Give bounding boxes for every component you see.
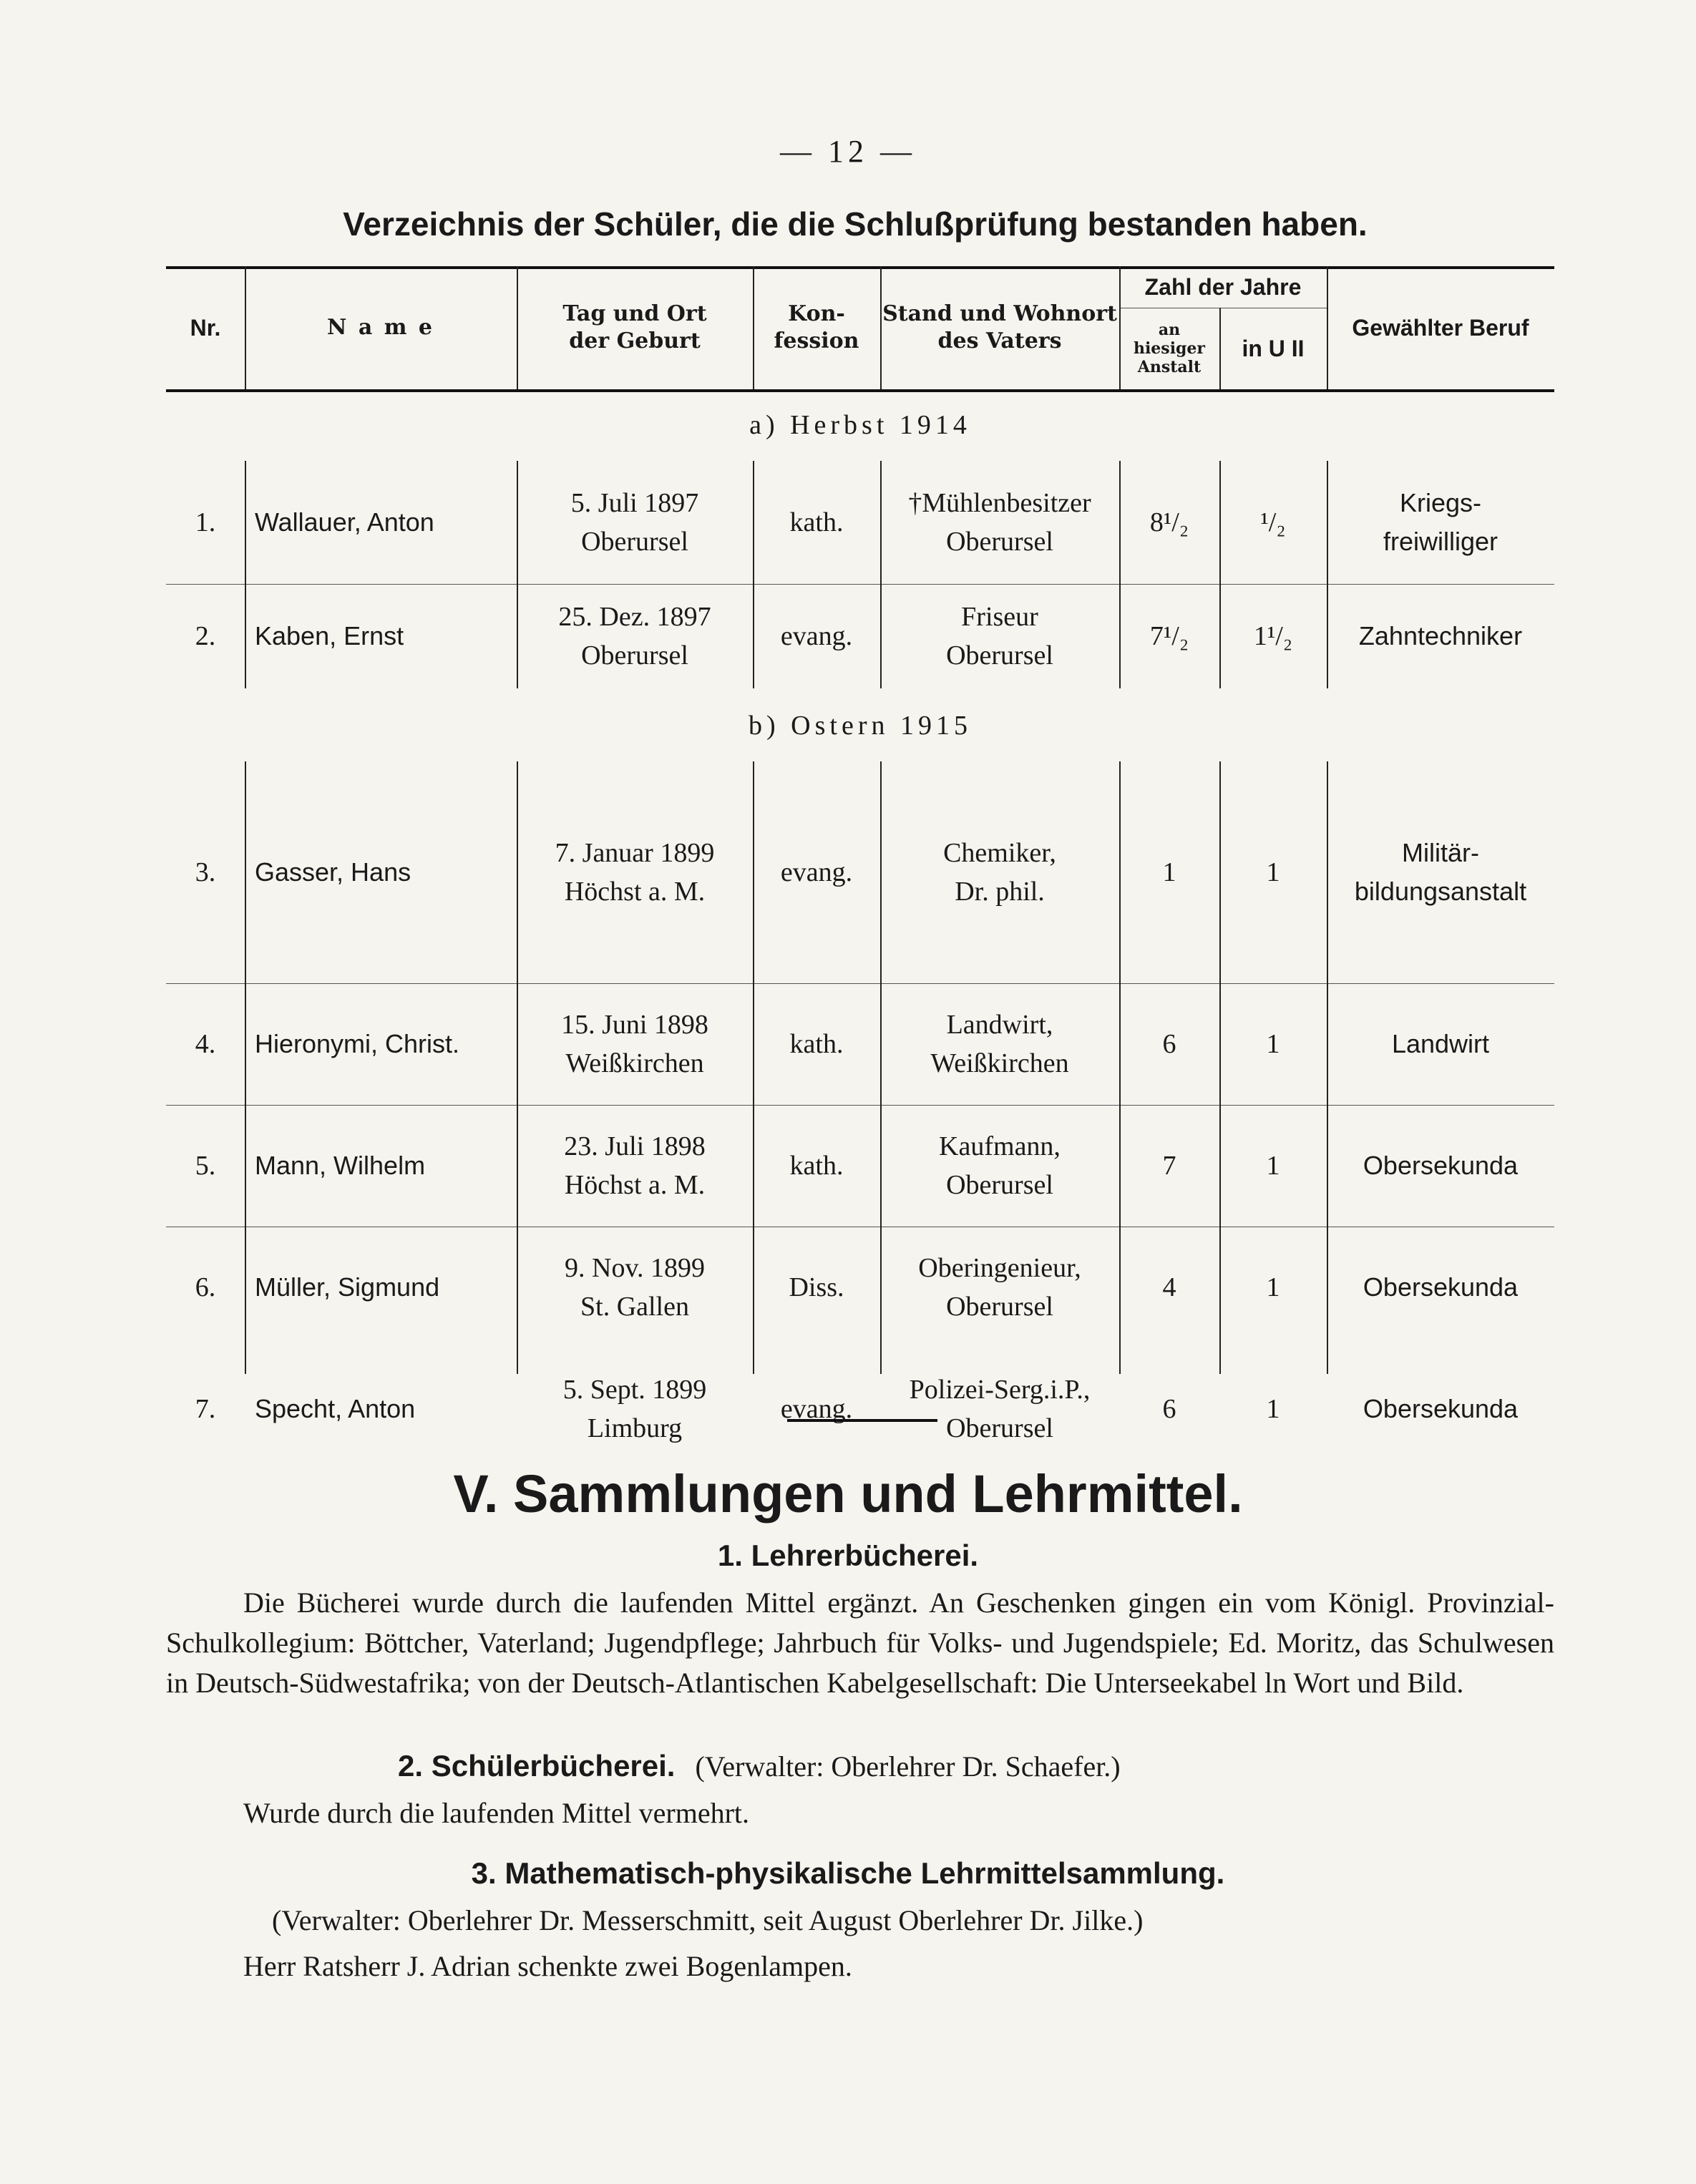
- cell-father-residence: Weißkirchen: [930, 1048, 1069, 1078]
- cell-career: [1327, 983, 1554, 1105]
- cell-father-residence: Oberursel: [946, 527, 1053, 557]
- cell-confession: Diss.: [789, 1272, 844, 1302]
- section-label-autumn-1914: a) Herbst 1914: [749, 410, 971, 440]
- cell-years-school: 7: [1162, 1151, 1176, 1181]
- cell-birth-date: 5. Juli 1897: [570, 488, 699, 518]
- cell-nr: 1.: [195, 507, 216, 537]
- cell-name: Gasser, Hans: [255, 857, 411, 887]
- heading-student-library: 2. Schülerbücherei.: [398, 1749, 676, 1783]
- cell-confession: evang.: [780, 1394, 853, 1424]
- cell-father-occupation: Landwirt,: [946, 1010, 1053, 1040]
- page-number: — 12 —: [780, 134, 916, 169]
- header-years-school: [1119, 308, 1219, 389]
- paragraph-teacher-library: Die Bücherei wurde durch die laufenden Mittel ergänzt. An Geschenken gingen ein vom Königl. Provinzial-Schulkollegium: Böttcher, Vaterland; Jugendpflege; Jahrbuch für Volks- und Jugendspiele; Ed. Moritz, das Schulwesen in Deutsch-Südwestafrika; von der Deutsch-Atlantischen Kabelgesellschaft: Die Unterseekabel ln Wort und Bild.: [166, 1586, 1554, 1699]
- cell-nr: 4.: [195, 1029, 216, 1059]
- student-library-line: [398, 1746, 1121, 1787]
- cell-career-line1: Kriegs-: [1399, 488, 1482, 517]
- header-father: [880, 266, 1119, 389]
- section-separator: [787, 1419, 937, 1422]
- cell-career: [1327, 761, 1554, 983]
- cell-father: [880, 1348, 1119, 1470]
- cell-birth: [517, 1227, 753, 1348]
- cell-birth-date: 9. Nov. 1899: [565, 1253, 705, 1283]
- cell-birth-date: 25. Dez. 1897: [558, 602, 711, 632]
- header-career: Gewählter Beruf: [1352, 315, 1529, 341]
- section-label-easter-1915: b) Ostern 1915: [749, 711, 972, 741]
- cell-birth-date: 7. Januar 1899: [555, 838, 715, 868]
- cell-birth-date: 23. Juli 1898: [564, 1131, 706, 1161]
- cell-career-line1: Militär-: [1402, 838, 1479, 867]
- cell-birth-place: Höchst a. M.: [564, 1170, 706, 1200]
- cell-father-occupation: Oberingenieur,: [918, 1253, 1081, 1283]
- cell-birth-date: 15. Juni 1898: [561, 1010, 708, 1040]
- cell-father-residence: Oberursel: [946, 640, 1053, 671]
- header-confession-line1: Kon-: [788, 301, 845, 326]
- cell-years-uii: 1: [1266, 857, 1280, 887]
- cell-years-school: 6: [1162, 1394, 1176, 1424]
- graduates-table: [166, 266, 1554, 1443]
- cell-confession: kath.: [789, 1151, 844, 1181]
- header-confession-line2: fession: [774, 328, 859, 354]
- cell-years-school: 6: [1162, 1029, 1176, 1059]
- cell-birth-place: Oberursel: [581, 527, 688, 557]
- cell-career-line2: freiwilliger: [1383, 527, 1498, 556]
- cell-father-occupation: †Mühlenbesitzer: [908, 488, 1091, 518]
- header-father-line1: Stand und Wohnort: [882, 301, 1117, 326]
- cell-years-school: 4: [1162, 1272, 1176, 1302]
- cell-years-uii: 1: [1266, 1151, 1280, 1181]
- cell-father-residence: Oberursel: [946, 1292, 1053, 1322]
- cell-father-occupation: Chemiker,: [943, 838, 1056, 868]
- cell-career: [1327, 1348, 1554, 1470]
- cell-birth: [517, 761, 753, 983]
- table-title: Verzeichnis der Schüler, die die Schlußprüfung bestanden haben.: [343, 205, 1368, 243]
- cell-confession: kath.: [789, 507, 844, 537]
- cell-confession: evang.: [780, 857, 853, 887]
- cell-birth-place: St. Gallen: [580, 1292, 689, 1322]
- cell-birth: [517, 983, 753, 1105]
- paragraph-math-physics-collection: Herr Ratsherr J. Adrian schenkte zwei Bogenlampen.: [243, 1950, 852, 1982]
- header-years-uii: in U II: [1242, 336, 1305, 361]
- cell-father-occupation: Polizei-Serg.i.P.,: [909, 1375, 1091, 1405]
- cell-father: [880, 1227, 1119, 1348]
- cell-years-uii: 1: [1266, 1029, 1280, 1059]
- cell-father-occupation: Kaufmann,: [939, 1131, 1061, 1161]
- cell-years-uii: ¹/₂: [1260, 507, 1286, 537]
- header-years-school-line2: hiesiger: [1133, 339, 1206, 358]
- header-birth: [517, 266, 753, 389]
- cell-name: Specht, Anton: [255, 1394, 416, 1423]
- cell-confession: evang.: [780, 621, 853, 651]
- cell-father-residence: Oberursel: [946, 1170, 1053, 1200]
- heading-teacher-library: 1. Lehrerbücherei.: [717, 1539, 979, 1572]
- cell-father-residence: Oberursel: [946, 1413, 1053, 1443]
- heading-math-physics-collection: 3. Mathematisch-physikalische Lehrmittelsammlung.: [471, 1856, 1225, 1890]
- cell-father-residence: Dr. phil.: [955, 877, 1045, 907]
- cell-career: [1327, 461, 1554, 584]
- header-father-line2: des Vaters: [937, 328, 1062, 354]
- cell-father: [880, 983, 1119, 1105]
- cell-birth-date: 5. Sept. 1899: [562, 1375, 707, 1405]
- chapter-title: V. Sammlungen und Lehrmittel.: [453, 1464, 1243, 1524]
- cell-years-school: 8¹/₂: [1149, 507, 1189, 537]
- header-years-school-line3: Anstalt: [1137, 358, 1202, 376]
- cell-father: [880, 461, 1119, 584]
- cell-birth-place: Oberursel: [581, 640, 688, 671]
- header-bottom-rule: [166, 389, 1554, 392]
- header-birth-line2: der Geburt: [569, 328, 701, 354]
- cell-career-line1: Zahntechniker: [1358, 621, 1523, 650]
- header-nr: Nr.: [190, 315, 221, 341]
- cell-years-uii: 1: [1266, 1394, 1280, 1424]
- cell-career-line1: Obersekunda: [1363, 1272, 1519, 1302]
- cell-father: [880, 1105, 1119, 1227]
- student-library-admin: (Verwalter: Oberlehrer Dr. Schaefer.): [695, 1750, 1121, 1783]
- paragraph-student-library: Wurde durch die laufenden Mittel vermehrt.: [243, 1797, 750, 1829]
- cell-career-line1: Landwirt: [1391, 1029, 1490, 1058]
- header-years-school-line1: an: [1158, 321, 1181, 339]
- cell-birth: [517, 584, 753, 688]
- cell-nr: 6.: [195, 1272, 216, 1302]
- cell-nr: 7.: [195, 1394, 216, 1424]
- cell-name: Hieronymi, Christ.: [255, 1029, 460, 1058]
- cell-nr: 3.: [195, 857, 216, 887]
- cell-years-uii: 1¹/₂: [1253, 621, 1293, 651]
- cell-name: Müller, Sigmund: [255, 1272, 440, 1302]
- cell-father-occupation: Friseur: [961, 602, 1038, 632]
- header-confession: [753, 266, 880, 389]
- cell-birth: [517, 1348, 753, 1470]
- cell-confession: kath.: [789, 1029, 844, 1059]
- cell-name: Wallauer, Anton: [255, 507, 434, 537]
- cell-years-uii: 1: [1266, 1272, 1280, 1302]
- cell-name: Kaben, Ernst: [255, 621, 404, 650]
- cell-name: Mann, Wilhelm: [255, 1151, 426, 1180]
- cell-nr: 5.: [195, 1151, 216, 1181]
- cell-nr: 2.: [195, 621, 216, 651]
- cell-birth: [517, 461, 753, 584]
- cell-birth: [517, 1105, 753, 1227]
- cell-birth-place: Limburg: [587, 1413, 683, 1443]
- header-years-group: Zahl der Jahre: [1144, 274, 1302, 300]
- header-birth-line1: Tag und Ort: [562, 301, 707, 326]
- header-name: N a m e: [326, 315, 435, 340]
- math-physics-admin: (Verwalter: Oberlehrer Dr. Messerschmitt, seit August Oberlehrer Dr. Jilke.): [272, 1904, 1144, 1936]
- cell-career: [1327, 1105, 1554, 1227]
- cell-years-school: 1: [1162, 857, 1176, 887]
- cell-career-line1: Obersekunda: [1363, 1394, 1519, 1423]
- cell-career-line2: bildungsanstalt: [1354, 877, 1527, 906]
- cell-father: [880, 584, 1119, 688]
- cell-birth-place: Weißkirchen: [565, 1048, 704, 1078]
- cell-birth-place: Höchst a. M.: [564, 877, 706, 907]
- cell-career: [1327, 1227, 1554, 1348]
- cell-years-school: 7¹/₂: [1149, 621, 1189, 651]
- cell-father: [880, 761, 1119, 983]
- cell-career: [1327, 584, 1554, 688]
- cell-career-line1: Obersekunda: [1363, 1151, 1519, 1180]
